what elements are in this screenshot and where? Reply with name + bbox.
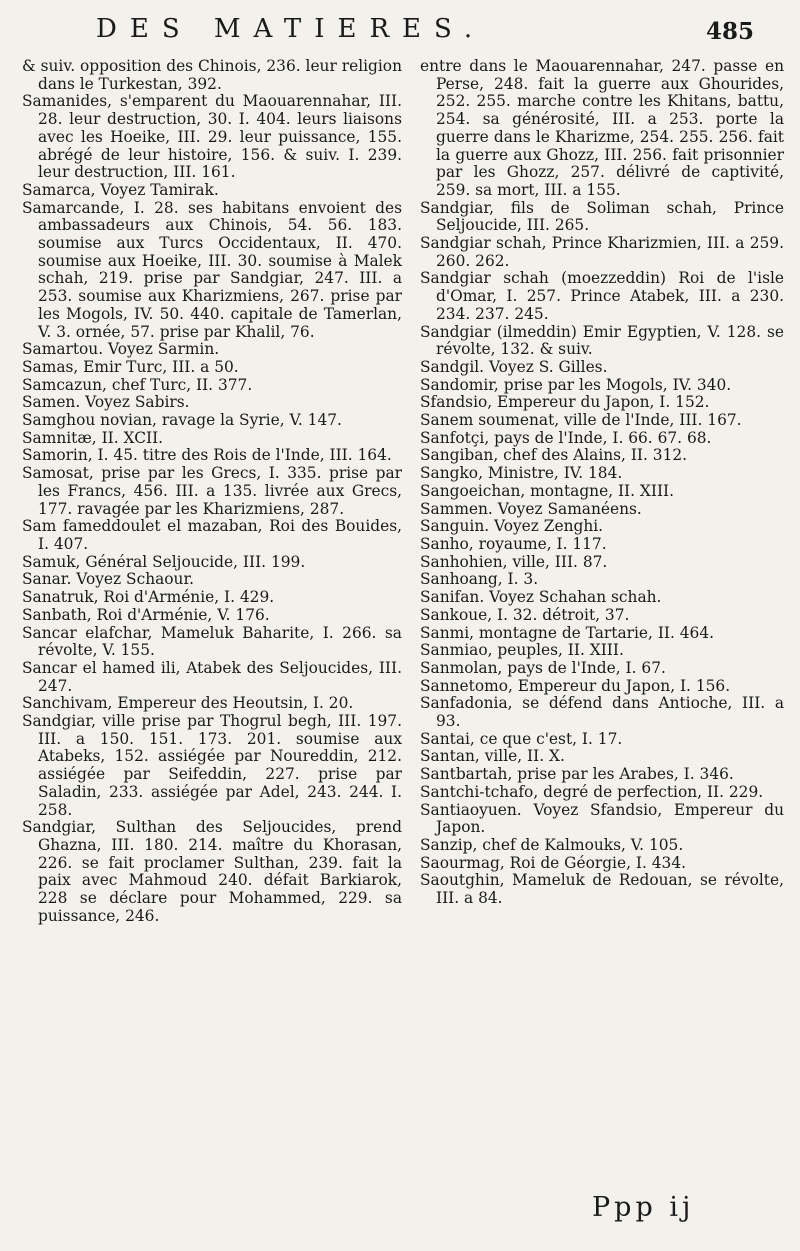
index-entry: Sandgiar, Sulthan des Seljoucides, prend Ghazna, III. 180. 214. maître du Khorasan, 226. se fait proclamer Sulthan, 239. fait la paix avec Mahmoud 240. défait Barkiarok, 228 se déclare pour Mohammed, 229. sa puissance, 246. xyxy=(22,818,402,925)
index-entry: Sanchivam, Empereur des Heoutsin, I. 20. xyxy=(22,694,354,713)
page-header xyxy=(0,14,800,58)
index-entry: Sfandsio, Empereur du Japon, I. 152. xyxy=(420,393,710,412)
index-entry: Saourmag, Roi de Géorgie, I. 434. xyxy=(420,853,687,872)
index-entry: Sannetomo, Empereur du Japon, I. 156. xyxy=(420,676,731,695)
index-entry: Sanho, royaume, I. 117. xyxy=(420,534,607,553)
index-entry: Samghou novian, ravage la Syrie, V. 147. xyxy=(22,411,342,430)
index-column-left xyxy=(22,58,402,925)
index-entry: Sangoeichan, montagne, II. XIII. xyxy=(420,481,675,500)
index-entry: Sancar el hamed ili, Atabek des Seljoucides, III. 247. xyxy=(22,658,402,695)
index-entry: Samorin, I. 45. titre des Rois de l'Inde, III. 164. xyxy=(22,446,392,465)
index-entry: Santchi-tchafo, degré de perfection, II. 229. xyxy=(420,782,764,801)
index-entry: Sankoue, I. 32. détroit, 37. xyxy=(420,605,630,624)
index-entry: Samarca, Voyez Tamirak. xyxy=(22,180,219,199)
index-entry: Sanbath, Roi d'Arménie, V. 176. xyxy=(22,605,270,624)
index-entry: Santbartah, prise par les Arabes, I. 346. xyxy=(420,765,734,784)
index-entry: Sanatruk, Roi d'Arménie, I. 429. xyxy=(22,588,275,607)
index-entry: Sam fameddoulet el mazaban, Roi des Bouides, I. 407. xyxy=(22,517,402,553)
index-entry: Sandgiar, fils de Soliman schah, Prince Seljoucide, III. 265. xyxy=(420,198,784,235)
index-entry: Samen. Voyez Sabirs. xyxy=(22,393,190,412)
index-entry: Sanfadonia, se défend dans Antioche, III. a 93. xyxy=(420,694,784,731)
running-title: DES MATIERES. xyxy=(96,14,486,44)
index-entry: Samanides, s'emparent du Maouarennahar, III. 28. leur destruction, 30. I. 404. leurs liaisons avec les Hoeike, III. 29. leur puissance, 155. abrégé de leur histoire, 156. & suiv. I. 239. leur destruction, III. 161. xyxy=(22,92,402,182)
index-entry: Samosat, prise par les Grecs, I. 335. prise par les Francs, 456. III. a 135. livrée aux Grecs, 177. ravagée par les Kharizmiens, 287. xyxy=(22,464,402,518)
signature-mark: Ppp ij xyxy=(592,1192,695,1223)
index-entry: Santiaoyuen. Voyez Sfandsio, Empereur du Japon. xyxy=(420,800,784,837)
index-entry: Samcazun, chef Turc, II. 377. xyxy=(22,375,253,394)
index-entry: Sanhoang, I. 3. xyxy=(420,570,539,589)
index-entry: Samarcande, I. 28. ses habitans envoient des ambassadeurs aux Chinois, 54. 56. 183. soumise aux Turcs Occidentaux, II. 470. soumise aux Hoeike, III. 30. soumise à Malek schah, 219. prise par Sandgiar, 247. III. a 253. soumise aux Kharizmiens, 267. prise par les Mogols, IV. 50. 440. capitale de Tamerlan, V. 3. ornée, 57. prise par Khalil, 76. xyxy=(22,198,402,341)
index-entry: Samas, Emir Turc, III. a 50. xyxy=(22,357,239,376)
index-entry: Sanguin. Voyez Zenghi. xyxy=(420,517,604,536)
index-entry: Sanmiao, peuples, II. XIII. xyxy=(420,641,624,660)
index-entry: Saoutghin, Mameluk de Redouan, se révolte, III. a 84. xyxy=(420,871,784,908)
index-entry: Sandgiar schah, Prince Kharizmien, III. a 259. 260. 262. xyxy=(420,234,784,270)
index-entry: Sanhohien, ville, III. 87. xyxy=(420,552,608,571)
index-entry: Sanifan. Voyez Schahan schah. xyxy=(420,588,662,607)
index-entry: Santai, ce que c'est, I. 17. xyxy=(420,729,623,748)
index-column-right xyxy=(420,58,784,908)
index-entry: Sanzip, chef de Kalmouks, V. 105. xyxy=(420,835,684,854)
index-entry: Sandgiar, ville prise par Thogrul begh, III. 197. III. a 150. 151. 173. 201. soumise aux Atabeks, 152. assiégée par Noureddin, 212. assiégée par Seifeddin, 227. prise par Saladin, 233. assiégée par Adel, 243. 244. I. 258. xyxy=(22,712,402,819)
page-number: 485 xyxy=(706,18,755,45)
index-entry: Sammen. Voyez Samanéens. xyxy=(420,499,642,518)
index-entry: Sandgiar (ilmeddin) Emir Egyptien, V. 128. se révolte, 132. & suiv. xyxy=(420,322,784,359)
index-entry: Santan, ville, II. X. xyxy=(420,747,565,766)
index-entry: Samuk, Général Seljoucide, III. 199. xyxy=(22,552,306,571)
index-entry: & suiv. opposition des Chinois, 236. leur religion dans le Turkestan, 392. xyxy=(22,57,402,93)
index-entry: Samnitæ, II. XCII. xyxy=(22,428,164,447)
index-entry: Sandomir, prise par les Mogols, IV. 340. xyxy=(420,375,732,394)
index-entry: Samartou. Voyez Sarmin. xyxy=(22,340,220,359)
index-entry: Sanmi, montagne de Tartarie, II. 464. xyxy=(420,623,715,642)
index-entry: entre dans le Maouarennahar, 247. passe en Perse, 248. fait la guerre aux Ghourides, 252. 255. marche contre les Khitans, battu, 254. sa générosité, III. a 253. porte la guerre dans le Kharizme, 254. 255. 256. fait la guerre aux Ghozz, III. 256. fait prisonnier par les Ghozz, 257. délivré de captivité, 259. sa mort, III. a 155. xyxy=(420,57,784,199)
index-entry: Sanmolan, pays de l'Inde, I. 67. xyxy=(420,658,666,677)
index-entry: Sanfotçi, pays de l'Inde, I. 66. 67. 68. xyxy=(420,428,712,447)
index-entry: Sangko, Ministre, IV. 184. xyxy=(420,464,623,483)
index-entry: Sandgiar schah (moezzeddin) Roi de l'isle d'Omar, I. 257. Prince Atabek, III. a 230. 234. 237. 245. xyxy=(420,269,784,323)
index-entry: Sancar elafchar, Mameluk Baharite, I. 266. sa révolte, V. 155. xyxy=(22,623,402,660)
index-entry: Sandgil. Voyez S. Gilles. xyxy=(420,357,608,376)
index-entry: Sanar. Voyez Schaour. xyxy=(22,570,195,589)
index-entry: Sangiban, chef des Alains, II. 312. xyxy=(420,446,688,465)
index-entry: Sanem soumenat, ville de l'Inde, III. 167. xyxy=(420,411,742,430)
